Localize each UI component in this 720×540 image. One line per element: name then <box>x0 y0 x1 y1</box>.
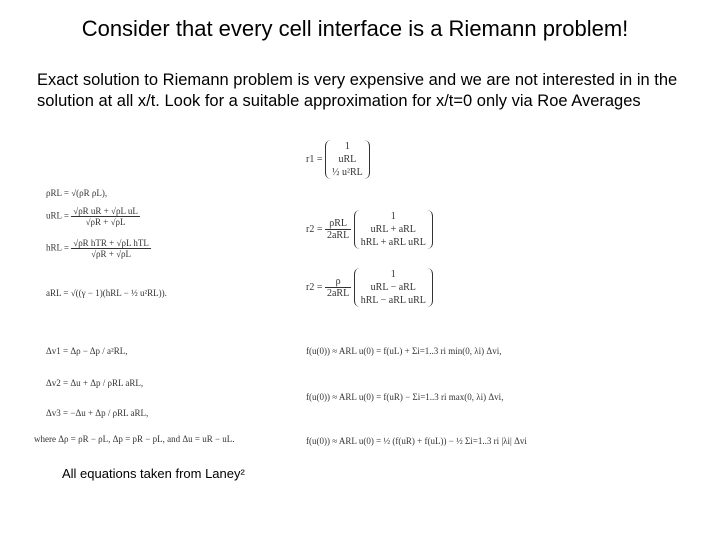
r3-entry: uRL − aRL <box>370 282 416 293</box>
r3-vector <box>354 268 433 307</box>
r1-entry: uRL <box>338 154 357 165</box>
r1-label: r1 = <box>306 153 323 165</box>
roe-average-u: uRL = $\frac{\text{√ρR uR + √ρL uL}}{√\rho R + √\rho L}$ <box>46 206 138 227</box>
r1-entry: 1 <box>344 141 350 152</box>
eigenvector-r3 <box>306 268 433 307</box>
wave-strength-3: Δv3 = −Δu + Δp / ρRL aRL, <box>46 408 149 418</box>
source-note: All equations taken from Laney² <box>62 466 245 481</box>
r3-entry: 1 <box>390 269 396 280</box>
r2-vector <box>354 210 433 249</box>
r2-entry: hRL + aRL uRL <box>360 237 426 248</box>
r2-entry: uRL + aRL <box>370 224 416 235</box>
r1-entry: ½ u²RL <box>331 167 363 178</box>
roe-average-rho: ρRL = √(ρR ρL), <box>46 188 108 198</box>
r3-coefficient: $\frac{\rho}{\text{2aRL}}$ <box>326 276 350 299</box>
slide-title: Consider that every cell interface is a Riemann problem! <box>81 16 629 41</box>
roe-average-a: aRL = √((γ − 1)(hRL − ½ u²RL)). <box>46 288 167 298</box>
wave-strength-2: Δv2 = Δu + Δp / ρRL aRL, <box>46 378 144 388</box>
eigenvector-r2 <box>306 210 433 249</box>
r2-entry: 1 <box>390 211 396 222</box>
roe-average-h: hRL = $\frac{\text{√ρR hTR + √ρL hTL}}{√\rho R + √\rho L}$ <box>46 238 149 259</box>
flux-approx-left: f(u(0)) ≈ ARL u(0) = f(uL) + Σi=1..3 ri min(0, λi) Δvi, <box>306 346 502 356</box>
wave-strength-definitions: where Δρ = ρR − ρL, Δp = pR − pL, and Δu = uR − uL. <box>34 434 235 444</box>
r3-entry: hRL − aRL uRL <box>360 295 426 306</box>
flux-approx-right: f(u(0)) ≈ ARL u(0) = f(uR) − Σi=1..3 ri max(0, λi) Δvi, <box>306 392 504 402</box>
r2-label: r2 = <box>306 223 323 235</box>
intro-text: Exact solution to Riemann problem is very expensive and we are not interested in in the solution at all x/t. Look for a suitable approximation for x/t=0 only via Roe Averages <box>37 71 678 110</box>
flux-approx-average: f(u(0)) ≈ ARL u(0) = ½ (f(uR) + f(uL)) − ½ Σi=1..3 ri |λi| Δvi <box>306 436 527 446</box>
r1-vector <box>325 140 370 179</box>
r3-label: r2 = <box>306 281 323 293</box>
wave-strength-1: Δv1 = Δρ − Δp / a²RL, <box>46 346 128 356</box>
eigenvector-r1 <box>306 140 370 179</box>
r2-coefficient: $\frac{\text{ρRL}}{\text{2aRL}}$ <box>326 218 350 241</box>
